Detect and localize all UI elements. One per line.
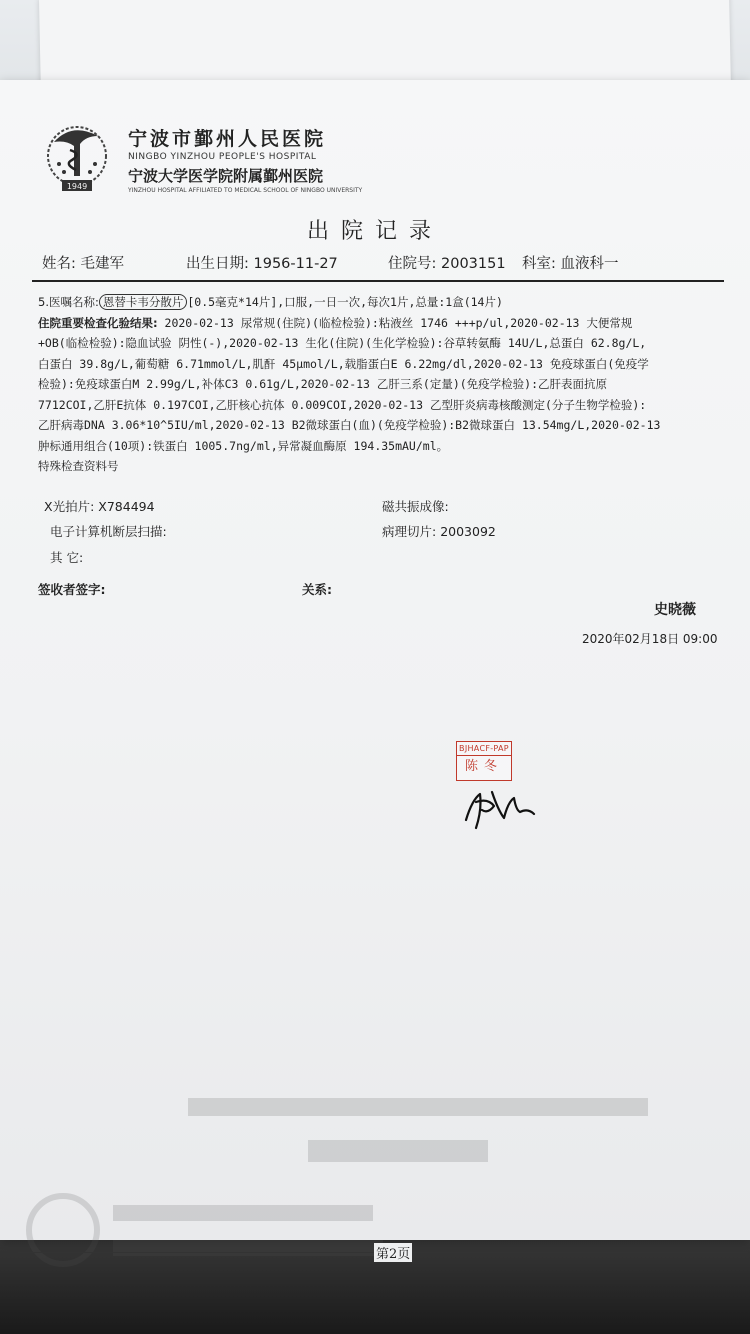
department-value: 血液科一 xyxy=(560,256,619,272)
patient-dob-field xyxy=(186,252,338,273)
results-line xyxy=(38,313,728,334)
discharge-record-page xyxy=(0,80,750,1262)
department-field xyxy=(522,252,619,273)
medication-label: 5.医嘱名称: xyxy=(38,295,99,309)
hospital-subname-cn: 宁波大学医学院附属鄞州医院 xyxy=(128,167,324,185)
record-body xyxy=(38,292,728,477)
hospital-logo-icon xyxy=(42,120,112,198)
other-field xyxy=(50,548,83,566)
hospital-header xyxy=(128,124,368,194)
admission-number-value: 2003151 xyxy=(441,256,506,272)
hospital-subname-en: YINZHOU HOSPITAL AFFILIATED TO MEDICAL SCHOOL OF NINGBO UNIVERSITY xyxy=(128,187,363,194)
mri-label: 磁共振成像: xyxy=(382,499,449,514)
admission-number-label: 住院号: xyxy=(388,256,437,272)
patient-name-label: 姓名: xyxy=(42,256,76,272)
red-seal-stamp xyxy=(456,741,512,781)
patient-dob-label: 出生日期: xyxy=(186,256,249,272)
xray-value: X784494 xyxy=(98,499,155,514)
department-label: 科室: xyxy=(522,256,556,272)
results-line: +OB(临检检验):隐血试验 阴性(-),2020-02-13 生化(住院)(生化学检验):谷草转氨酶 14U/L,总蛋白 62.8g/L, xyxy=(38,336,647,350)
medication-detail: [0.5毫克*14片],口服,一日一次,每次1片,总量:1盒(14片) xyxy=(187,295,503,309)
pathology-label: 病理切片: xyxy=(382,524,437,539)
medication-drug-name: 恩替卡韦分散片 xyxy=(99,294,188,310)
results-line: 检验):免疫球蛋白M 2.99g/L,补体C3 0.61g/L,2020-02-13 乙肝三系(定量)(免疫学检验):乙肝表面抗原 xyxy=(38,377,608,391)
xray-field xyxy=(44,497,155,515)
header-divider xyxy=(32,280,724,282)
special-exam-label: 特殊检查资料号 xyxy=(38,459,119,473)
other-label: 其 它: xyxy=(50,550,84,565)
results-line: 乙肝病毒DNA 3.06*10^5IU/ml,2020-02-13 B2微球蛋白(血)(免疫学检验):B2微球蛋白 13.54mg/L,2020-02-13 xyxy=(38,418,661,432)
patient-name-value: 毛建军 xyxy=(80,256,124,272)
results-first-line: 2020-02-13 尿常规(住院)(临检检验):粘液丝 1746 +++p/ul,2020-02-13 大便常规 xyxy=(157,315,633,330)
stamp-name: 陈冬 xyxy=(464,759,503,774)
pathology-value: 2003092 xyxy=(440,524,496,539)
results-line: 7712COI,乙肝E抗体 0.197COI,乙肝核心抗体 0.009COI,2020-02-13 乙型肝炎病毒核酸测定(分子生物学检验): xyxy=(38,397,647,412)
relation-label: 关系: xyxy=(302,582,332,597)
handwritten-signature xyxy=(458,780,538,840)
ct-field xyxy=(50,522,167,540)
medication-line xyxy=(38,292,728,313)
signature-datetime: 2020年02月18日 09:00 xyxy=(582,632,718,646)
admission-number-field xyxy=(388,252,506,273)
signer-signature-label: 签收者签字: xyxy=(38,582,106,597)
results-label: 住院重要检查化验结果: xyxy=(38,315,158,330)
results-line: 肿标通用组合(10项):铁蛋白 1005.7ng/ml,异常凝血酶原 194.35mAU/ml。 xyxy=(38,438,449,453)
hospital-name-en: NINGBO YINZHOU PEOPLE'S HOSPITAL xyxy=(128,152,317,162)
patient-name-field xyxy=(42,252,124,273)
logo-year: 1949 xyxy=(66,182,88,191)
pathology-field xyxy=(382,522,496,540)
patient-dob-value: 1956-11-27 xyxy=(253,256,338,272)
ct-label: 电子计算机断层扫描: xyxy=(50,524,167,539)
xray-label: X光拍片: xyxy=(44,499,95,514)
page-number: 第2页 xyxy=(374,1243,412,1262)
mri-field xyxy=(382,497,449,515)
results-line: 白蛋白 39.8g/L,葡萄糖 6.71mmol/L,肌酐 45μmol/L,载脂蛋白E 6.22mg/dl,2020-02-13 免疫球蛋白(免疫学 xyxy=(38,356,649,371)
doctor-name: 史晓薇 xyxy=(654,602,696,618)
stamp-code: BJHACF-PAP xyxy=(457,742,511,756)
hospital-name-cn: 宁波市鄞州人民医院 xyxy=(128,128,327,150)
document-title: 出院记录 xyxy=(306,219,443,244)
